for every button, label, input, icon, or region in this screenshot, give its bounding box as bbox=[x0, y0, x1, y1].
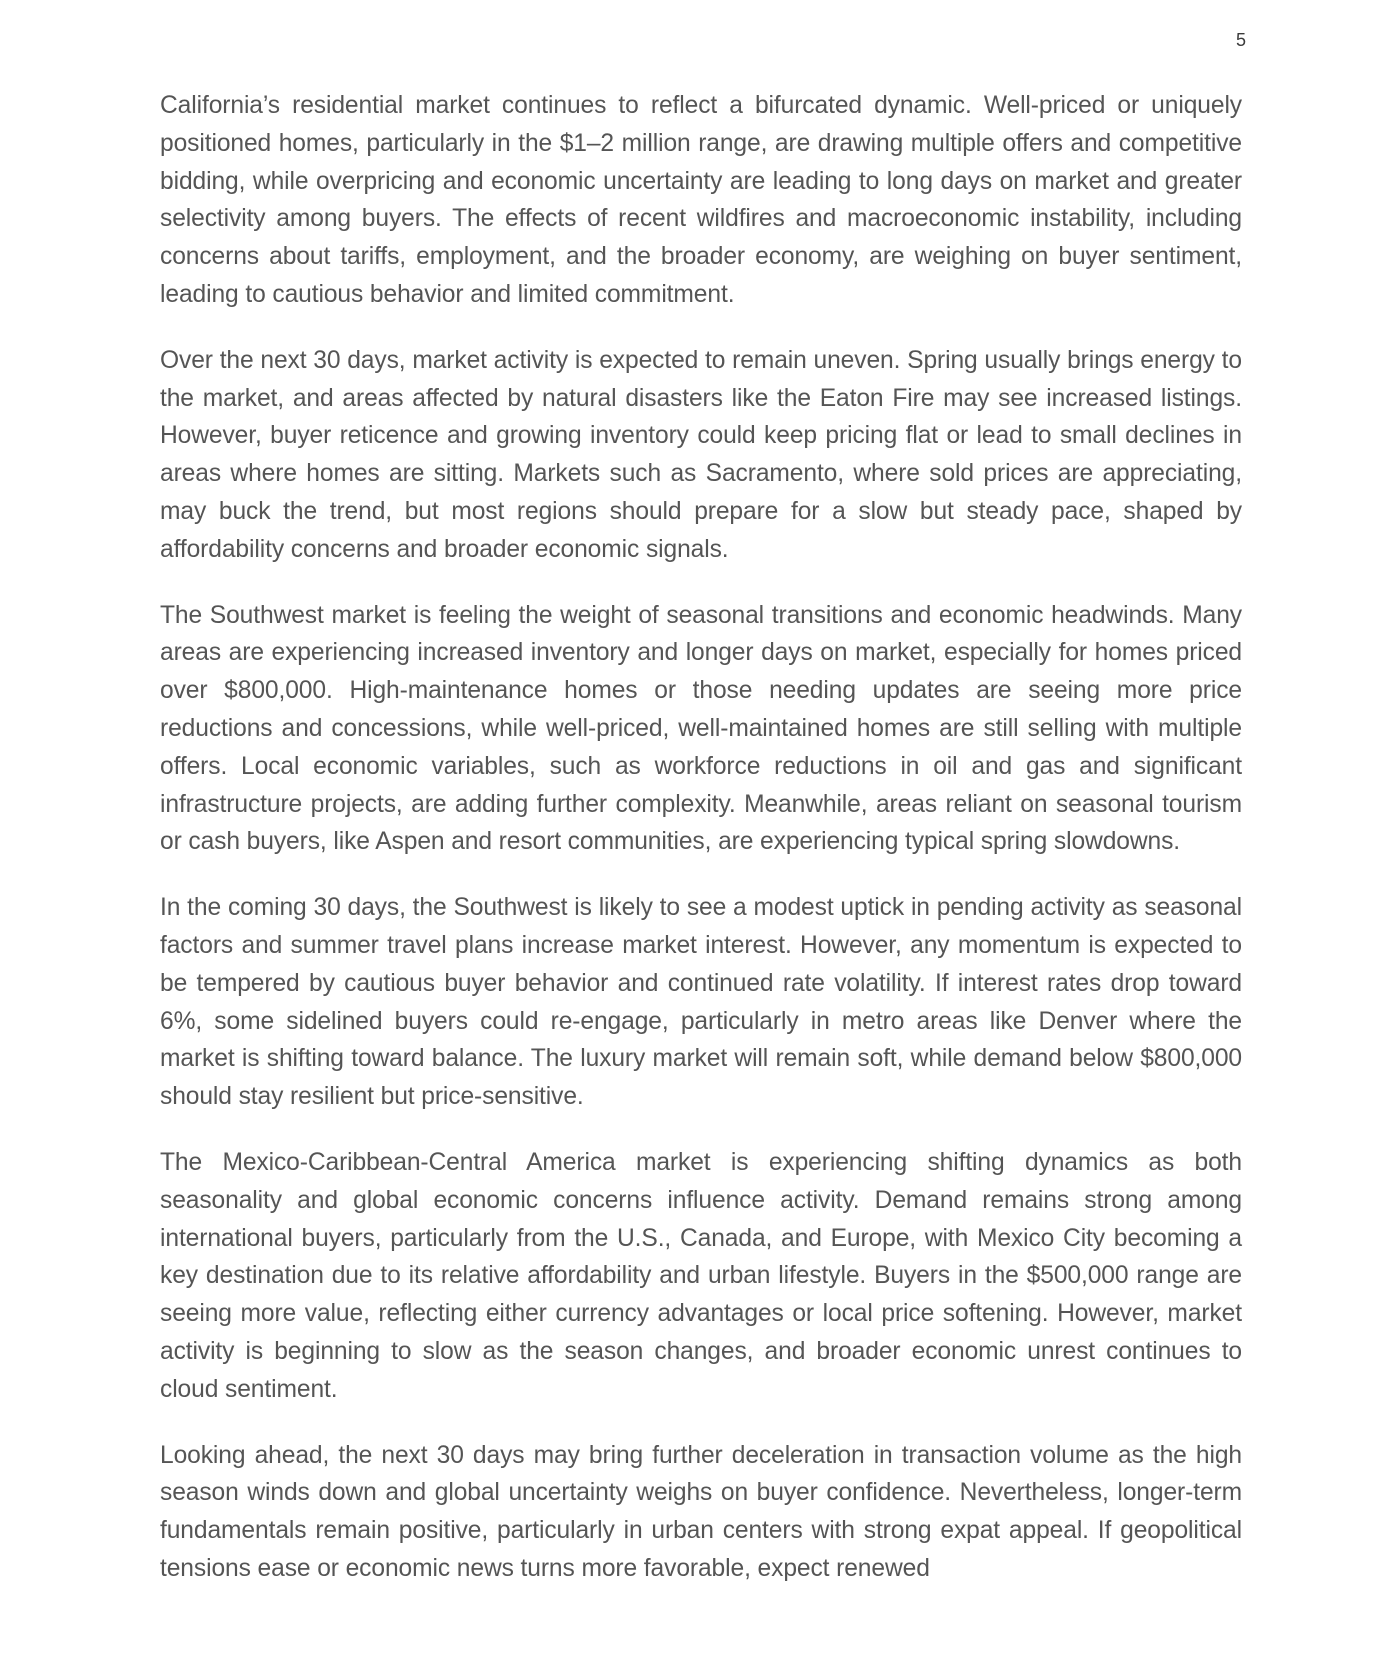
page-number: 5 bbox=[1235, 30, 1246, 50]
paragraph-california-outlook: Over the next 30 days, market activity is expected to remain uneven. Spring usually brings energy to the market, and areas affected by natural disasters like the Eaton Fire may see increased listings. However, buyer reticence and growing inventory could keep pricing flat or lead to small declines in areas where homes are sitting. Markets such as Sacramento, where sold prices are appreciating, may buck the trend, but most regions should prepare for a slow but steady pace, shaped by affordability concerns and broader economic signals. bbox=[160, 346, 1242, 563]
body-text bbox=[160, 87, 1242, 1616]
paragraph-southwest-market: The Southwest market is feeling the weight of seasonal transitions and economic headwinds. Many areas are experiencing increased inventory and longer days on market, especially for homes priced over $800,000. High-maintenance homes or those needing updates are seeing more price reductions and concessions, while well-priced, well-maintained homes are still selling with multiple offers. Local economic variables, such as workforce reductions in oil and gas and significant infrastructure projects, are adding further complexity. Meanwhile, areas reliant on seasonal tourism or cash buyers, like Aspen and resort communities, are experiencing typical spring slowdowns. bbox=[160, 601, 1242, 856]
paragraph-mexico-caribbean-market: The Mexico-Caribbean-Central America market is experiencing shifting dynamics as both seasonality and global economic concerns influence activity. Demand remains strong among international buyers, particularly from the U.S., Canada, and Europe, with Mexico City becoming a key destination due to its relative affordability and urban lifestyle. Buyers in the $500,000 range are seeing more value, reflecting either currency advantages or local price softening. However, market activity is beginning to slow as the season changes, and broader economic unrest continues to cloud sentiment. bbox=[160, 1148, 1242, 1403]
paragraph-southwest-outlook: In the coming 30 days, the Southwest is likely to see a modest uptick in pending activity as seasonal factors and summer travel plans increase market interest. However, any momentum is expected to be tempered by cautious buyer behavior and continued rate volatility. If interest rates drop toward 6%, some sidelined buyers could re-engage, particularly in metro areas like Denver where the market is shifting toward balance. The luxury market will remain soft, while demand below $800,000 should stay resilient but price-sensitive. bbox=[160, 894, 1242, 1111]
paragraph-california-market: California’s residential market continues to reflect a bifurcated dynamic. Well-priced or uniquely positioned homes, particularly in the $1–2 million range, are drawing multiple offers and competitive bidding, while overpricing and economic uncertainty are leading to long days on market and greater selectivity among buyers. The effects of recent wildfires and macroeconomic instability, including concerns about tariffs, employment, and the broader economy, are weighing on buyer sentiment, leading to cautious behavior and limited commitment. bbox=[160, 92, 1242, 308]
paragraph-mexico-caribbean-outlook: Looking ahead, the next 30 days may bring further deceleration in transaction volume as the high season winds down and global uncertainty weighs on buyer confidence. Nevertheless, longer-term fundamentals remain positive, particularly in urban centers with strong expat appeal. If geopolitical tensions ease or economic news turns more favorable, expect renewed bbox=[160, 1441, 1242, 1582]
